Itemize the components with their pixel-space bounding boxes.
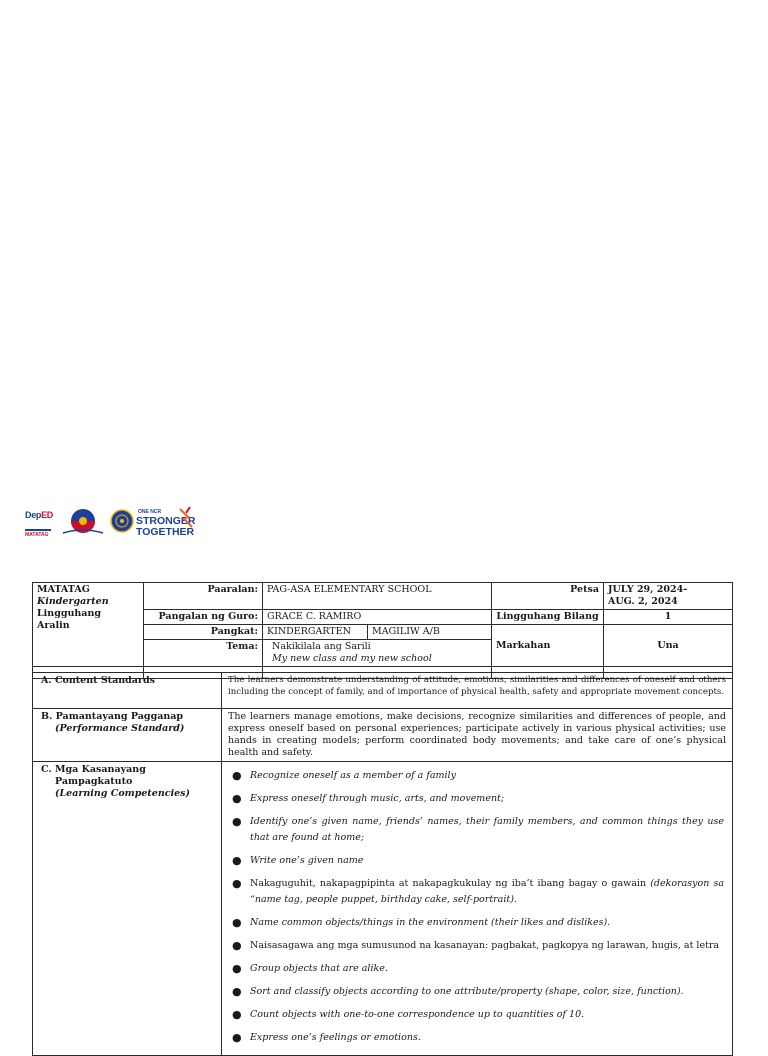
school-value: PAG-ASA ELEMENTARY SCHOOL xyxy=(263,583,492,610)
performance-standard-cell xyxy=(33,709,222,762)
quarter-value: Una xyxy=(604,625,733,667)
deped-logo-text: DepED xyxy=(25,510,54,520)
ncr-line1: ONE NCR xyxy=(138,509,162,515)
ncr-line2: STRONGER xyxy=(136,515,196,527)
date-value-line1: JULY 29, 2024- xyxy=(608,584,688,595)
theme-value-fil: Nakikilala ang Sarili xyxy=(272,641,371,652)
deped-logo-line xyxy=(25,529,51,531)
theme-label: Tema: xyxy=(144,640,263,667)
doc-type-line2: Aralin xyxy=(37,620,70,631)
week-value: 1 xyxy=(604,610,733,625)
week-label: Lingguhang Bilang xyxy=(492,610,604,625)
teacher-value: GRACE C. RAMIRO xyxy=(263,610,492,625)
competencies-label-line2: Pampagkatuto xyxy=(55,776,133,787)
section-value xyxy=(263,625,492,640)
section-label: Pangkat: xyxy=(144,625,263,640)
list-item: ● Express oneself through music, arts, and movement; xyxy=(228,791,724,807)
list-item xyxy=(228,876,724,908)
content-standards-text: The learners demonstrate understanding of attitude, emotions, similarities and differences of oneself and others including the concept of family, and of importance of physical health, safety and appropriate movement concepts. xyxy=(222,673,733,709)
section-value-grade: KINDERGARTEN xyxy=(263,625,368,639)
section-value-class: MAGILIW A/B xyxy=(372,626,440,637)
one-ncr-stronger-together-logo xyxy=(136,505,200,539)
teacher-label: Pangalan ng Guro: xyxy=(144,610,263,625)
date-value xyxy=(604,583,733,610)
government-seal-icon xyxy=(110,509,134,533)
doc-type-line1: Lingguhang xyxy=(37,608,101,619)
list-item: ● Express one’s feelings or emotions. xyxy=(228,1030,724,1046)
deped-logo-sub: MATATAG xyxy=(25,532,49,538)
school-label: Paaralan: xyxy=(144,583,263,610)
list-item: ● Recognize oneself as a member of a family xyxy=(228,768,724,784)
list-item: ● Naisasagawa ang mga sumusunod na kasanayan: pagbakat, pagkopya ng larawan, hugis, at letra xyxy=(228,938,724,954)
ncr-line3: TOGETHER xyxy=(136,526,195,538)
theme-value-en: My new class and my new school xyxy=(272,653,432,664)
performance-standard-text: The learners manage emotions, make decisions, recognize similarities and differences of people, and express oneself based on personal experiences; participate actively in various physical activities; use hands in creating models; perform coordinated body movements; and take care of one’s physical health and safety. xyxy=(222,709,733,762)
theme-value xyxy=(263,640,492,667)
competencies-label-line1: C. Mga Kasanayang xyxy=(41,764,146,775)
quarter-label: Markahan xyxy=(492,625,604,667)
list-item: ● Write one’s given name xyxy=(228,853,724,869)
deped-logo xyxy=(24,509,54,538)
performance-standard-label: B. Pamantayang Pagganap xyxy=(41,711,184,722)
logo-strip xyxy=(24,505,196,539)
competencies-sub: (Learning Competencies) xyxy=(55,788,191,799)
standards-table xyxy=(32,672,733,1056)
competencies-list-cell xyxy=(222,762,733,1056)
program-label: MATATAG xyxy=(37,584,90,595)
list-item: ● Identify one’s given name, friends’ names, their family members, and common things they use that are found at home; xyxy=(228,814,724,846)
list-item: ● Name common objects/things in the environment (their likes and dislikes). xyxy=(228,915,724,931)
list-item: ● Sort and classify objects according to one attribute/property (shape, color, size, function). xyxy=(228,984,724,1000)
date-value-line2: AUG. 2, 2024 xyxy=(608,596,678,607)
grade-label: Kindergarten xyxy=(37,596,109,607)
list-item-text: Nakaguguhit, nakapagpipinta at nakapagkukulay ng iba’t ibang bagay o gawain xyxy=(250,878,651,889)
bagong-pilipinas-logo xyxy=(59,507,107,539)
content-standards-label: A. Content Standards xyxy=(33,673,222,709)
competencies-list xyxy=(228,764,724,1046)
date-label: Petsa xyxy=(492,583,604,610)
program-cell xyxy=(33,583,144,667)
header-table xyxy=(32,582,733,679)
list-item-note: (dekorasyon sa “name tag, people puppet, birthday cake, self-portrait). xyxy=(250,878,725,905)
performance-standard-sub: (Performance Standard) xyxy=(55,723,185,734)
competencies-cell xyxy=(33,762,222,1056)
list-item: ● Count objects with one-to-one correspondence up to quantities of 10. xyxy=(228,1007,724,1023)
list-item: ● Group objects that are alike. xyxy=(228,961,724,977)
